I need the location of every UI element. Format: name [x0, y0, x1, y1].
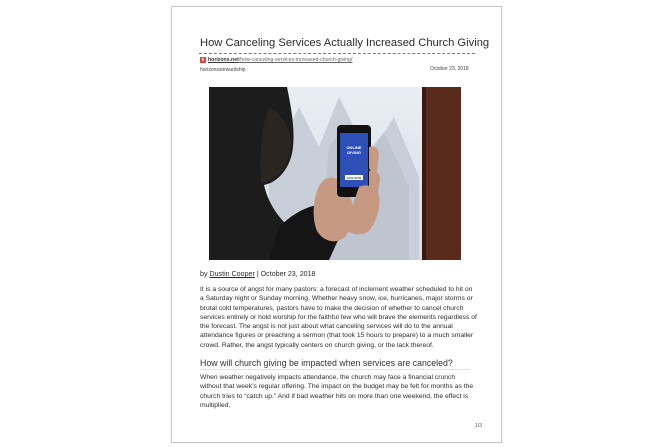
- site-favicon-icon: h: [201, 57, 205, 62]
- source-link[interactable]: [200, 57, 352, 63]
- byline-separator: |: [256, 270, 259, 278]
- section-heading: How will church giving be impacted when services are canceled?: [200, 358, 453, 368]
- byline-date: October 23, 2018: [260, 270, 316, 278]
- paragraph-1: It is a source of angst for many pastors: a forecast of inclement weather scheduled to hit on a Saturday night or Sunday morning. Whether heavy snow, ice, hurricanes, major storms or brutal cold temperatures, pastors have to make the decision of whether to cancel church services entirely or hold worship for the faithful few who will brave the elements regardless of the forecast. The angst is not just about what canceling services will do to the annual attendance figures or preaching a sermon (that took 15 hours to prepare) to a much smaller crowd. Rather, the angst typically centers on church giving, or the lack thereof.: [200, 286, 477, 349]
- author-link[interactable]: Dustin Cooper: [209, 270, 255, 278]
- title-divider: [199, 53, 475, 54]
- phone-button-label: GIVE NOW: [346, 176, 362, 180]
- source-domain[interactable]: horizons.net: [208, 57, 239, 63]
- phone-screen-line2: GIVING: [346, 150, 362, 155]
- byline-prefix: by: [200, 270, 208, 278]
- source-path[interactable]: /how-canceling-services-increased-church-giving/: [238, 57, 353, 63]
- document-page: [171, 6, 502, 443]
- phone-screen-line1: ONLINE: [346, 145, 362, 150]
- heading-rule: [200, 369, 470, 370]
- date-top: October 23, 2018: [430, 66, 469, 72]
- byline: [200, 270, 315, 278]
- page-number: 1/3: [475, 423, 482, 429]
- paragraph-2: When weather negatively impacts attendance, the church may face a financial crunch without that week’s regular offering. The impact on the budget may be felt for months as the church tries to “catch up.” And if bad weather hits on more than one weekend, the effect is multiplied.: [200, 374, 474, 409]
- article-photo: [209, 87, 461, 260]
- article-title: How Canceling Services Actually Increased Church Giving: [200, 37, 490, 49]
- site-tag: horizonsstewardship: [200, 67, 246, 73]
